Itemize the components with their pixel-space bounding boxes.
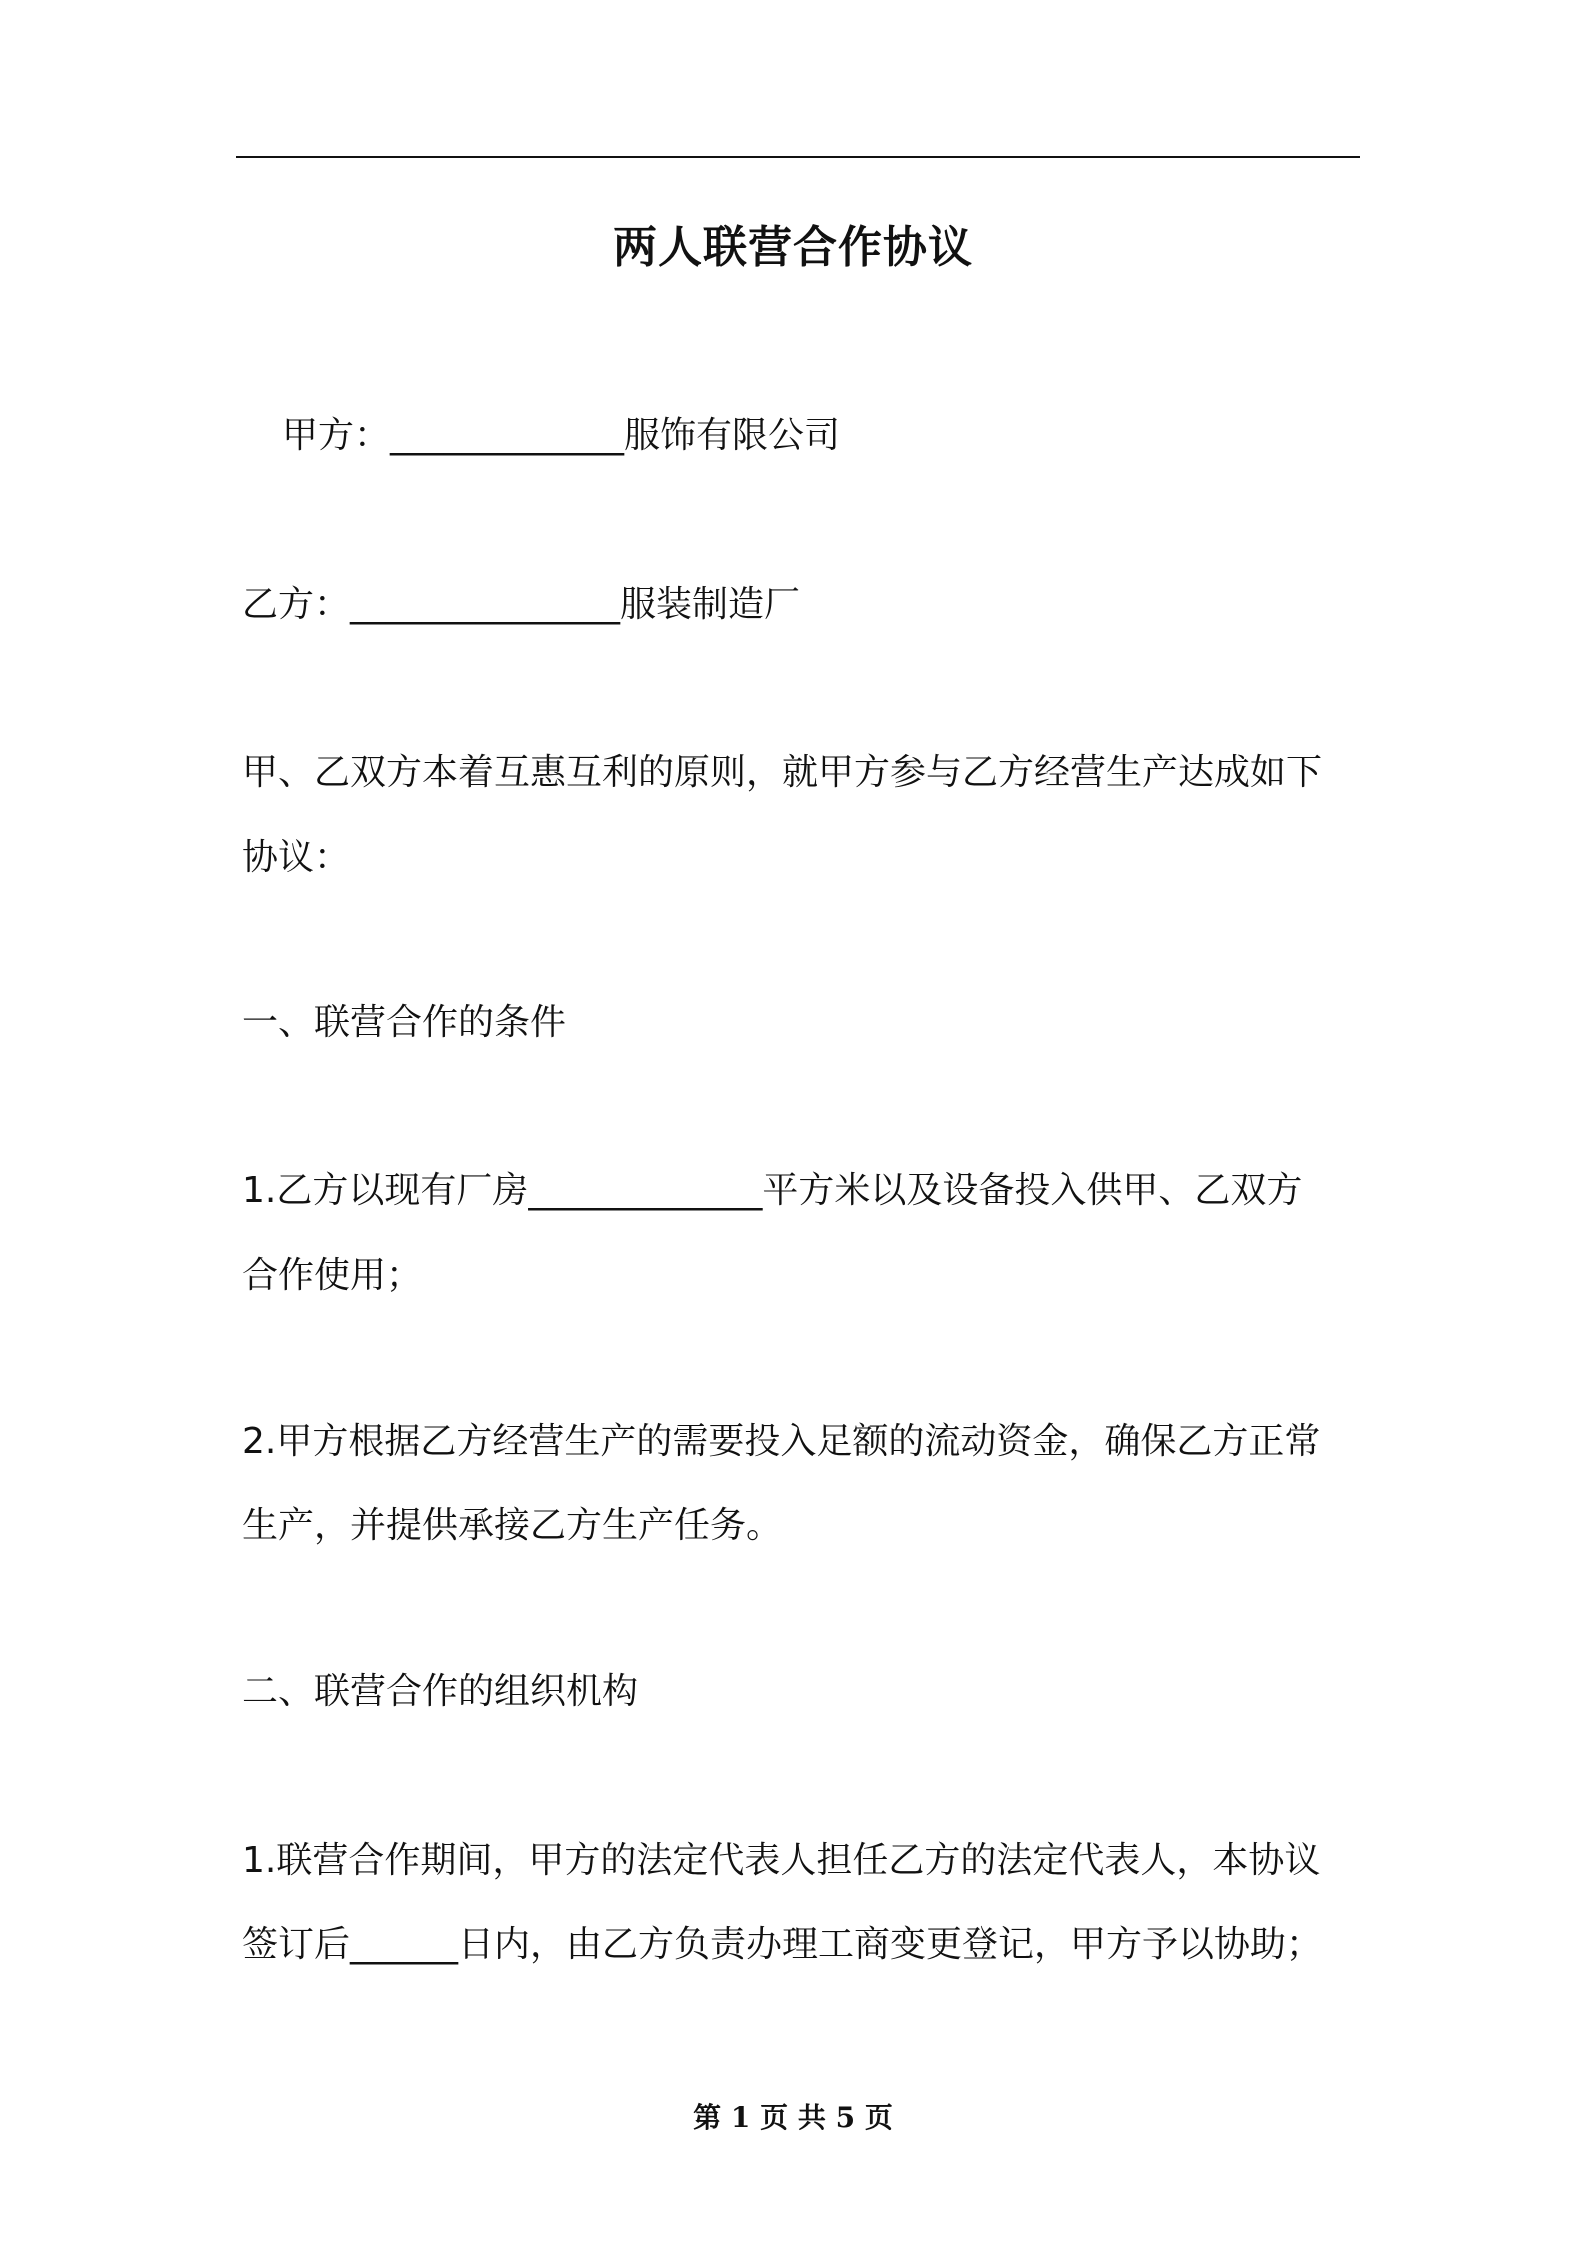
intro-line-2: 协议： [242,837,351,878]
clause-1-1-line-2: 合作使用； [242,1255,423,1296]
clause-1-2-line-2: 生产，并提供承接乙方生产任务。 [242,1505,783,1546]
header-rule [236,156,1360,158]
party-b-line: 乙方：_______________服装制造厂 [242,584,801,625]
section-2-heading: 二、联营合作的组织机构 [242,1671,639,1712]
section-1-heading: 一、联营合作的条件 [242,1002,567,1043]
intro-line-1: 甲、乙双方本着互惠互利的原则，就甲方参与乙方经营生产达成如下 [242,752,1323,793]
page-number-footer: 第 1 页 共 5 页 [693,2101,893,2134]
clause-2-1-line-2: 签订后______日内，由乙方负责办理工商变更登记，甲方予以协助； [242,1924,1323,1965]
clause-2-1-line-1: 1.联营合作期间，甲方的法定代表人担任乙方的法定代表人，本协议 [242,1840,1321,1881]
party-a-line: 甲方：_____________服饰有限公司 [282,415,841,456]
clause-1-1-line-1: 1.乙方以现有厂房_____________平方米以及设备投入供甲、乙双方 [242,1170,1303,1211]
clause-1-2-line-1: 2.甲方根据乙方经营生产的需要投入足额的流动资金，确保乙方正常 [242,1421,1321,1462]
document-title: 两人联营合作协议 [613,222,973,273]
